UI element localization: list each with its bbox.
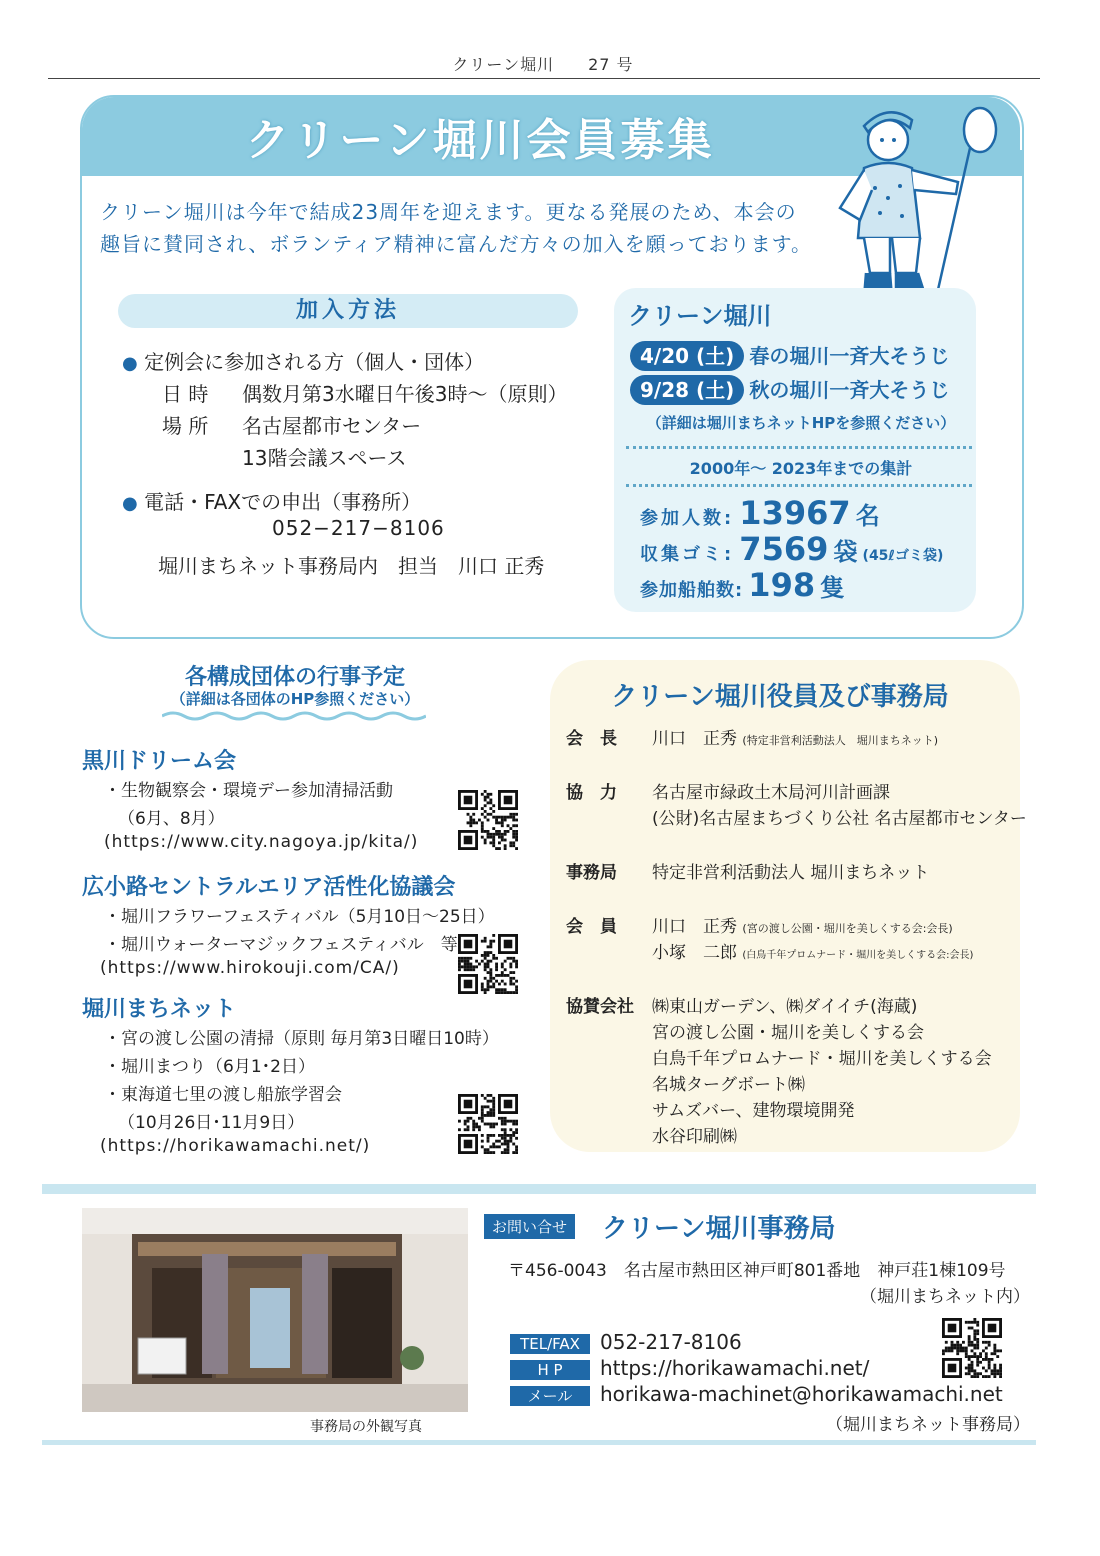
officer-name: 川口 正秀 xyxy=(652,917,737,937)
event-name: 春の堀川一斉大そうじ xyxy=(749,344,950,368)
inquiry-tag: お問い合せ xyxy=(484,1214,575,1239)
event-autumn xyxy=(630,374,949,405)
office-photo xyxy=(82,1208,468,1412)
officer-role: 協賛会社 xyxy=(566,997,634,1017)
officer-role: 会 長 xyxy=(566,729,617,749)
events-title: クリーン堀川 xyxy=(628,302,772,330)
stat-unit: 名 xyxy=(855,502,880,530)
stat-note: (45ℓゴミ袋) xyxy=(862,548,944,564)
footer-top-rule xyxy=(42,1184,1036,1194)
officer-member xyxy=(652,938,973,963)
join-item-label: 電話・FAXでの申出（事務所） xyxy=(144,490,422,514)
recruit-intro xyxy=(100,196,850,260)
mail-link[interactable]: horikawa-machinet@horikawamachi.net xyxy=(600,1382,1003,1406)
member-events-header: 各構成団体の行事予定 xyxy=(184,665,405,690)
org-hirokoji-url[interactable]: (https://www.hirokouji.com/CA/) xyxy=(100,958,400,978)
page-header: クリーン堀川 27 号 xyxy=(452,55,634,74)
sponsor-item: サムズバー、建物環境開発 xyxy=(652,1101,855,1121)
office-title: クリーン堀川事務局 xyxy=(602,1214,836,1244)
org-hirokoji-item: ・堀川ウォーターマジックフェスティバル 等 xyxy=(104,935,458,955)
org-horikawa-item: ・宮の渡し公園の清掃（原則 毎月第3日曜日10時） xyxy=(104,1029,499,1049)
officer-affiliation: (特定非営利活動法人 堀川まちネット) xyxy=(742,734,938,747)
mail-note: （堀川まちネット事務局） xyxy=(826,1415,1030,1435)
intro-line: 趣旨に賛同され、ボランティア精神に富んだ方々の加入を願っております。 xyxy=(100,232,812,256)
officer-affiliation: (宮の渡し公園・堀川を美しくする会:会長) xyxy=(742,922,953,935)
org-kurokawa-item: （6月、8月） xyxy=(118,809,225,829)
officers-title: クリーン堀川役員及び事務局 xyxy=(611,682,949,712)
sponsor-item: 白鳥千年プロムナード・堀川を美しくする会 xyxy=(652,1049,992,1069)
stat-garbage xyxy=(640,530,943,568)
event-date-badge: 4/20 (土) xyxy=(630,341,744,371)
member-events-sub: （詳細は各団体のHP参照ください） xyxy=(170,690,420,708)
sponsor-item: ㈱東山ガーデン、㈱ダイイチ(海蔵) xyxy=(652,997,918,1017)
officer-member xyxy=(652,912,953,937)
wave-divider xyxy=(162,710,426,722)
stat-unit: 袋 xyxy=(833,538,858,566)
qr-code-icon[interactable] xyxy=(458,790,518,850)
officer-role: 協 力 xyxy=(566,783,617,803)
bullet-icon: ● xyxy=(122,493,138,514)
mascot-illustration xyxy=(830,98,1000,308)
org-horikawa-item: （10月26日･11月9日） xyxy=(118,1113,305,1133)
join-contact-person: 堀川まちネット事務局内 担当 川口 正秀 xyxy=(158,554,545,578)
org-horikawa-item: ・堀川まつり（6月1･2日） xyxy=(104,1057,315,1077)
officer-name: 小塚 二郎 xyxy=(652,943,737,963)
divider xyxy=(626,484,972,487)
join-phone-number: 052−217−8106 xyxy=(272,516,445,540)
join-item-phone xyxy=(122,486,421,515)
stats-period: 2000年～ 2023年までの集計 xyxy=(689,459,913,478)
footer-bottom-rule xyxy=(42,1440,1036,1445)
officer-office: 特定非営利活動法人 堀川まちネット xyxy=(652,863,930,883)
stat-label: 参加船舶数: xyxy=(640,580,744,601)
sponsor-item: 水谷印刷㈱ xyxy=(652,1127,737,1147)
tel-value[interactable]: 052-217-8106 xyxy=(600,1330,742,1354)
officer-role: 事務局 xyxy=(566,863,617,883)
join-method-header: 加入方法 xyxy=(118,294,578,328)
org-horikawa-name: 堀川まちネット xyxy=(82,997,237,1022)
officer-coop: (公財)名古屋まちづくり公社 名古屋都市センター xyxy=(652,809,1027,829)
stat-value: 7569 xyxy=(739,530,829,568)
org-hirokoji-item: ・堀川フラワーフェスティバル（5月10日～25日） xyxy=(104,907,495,927)
event-date-badge: 9/28 (土) xyxy=(630,375,744,405)
stat-label: 参加人数: xyxy=(640,508,735,529)
office-address: 〒456-0043 名古屋市熱田区神戸町801番地 神戸荘1棟109号 xyxy=(508,1261,1006,1281)
stat-boats xyxy=(640,566,844,604)
qr-code-icon[interactable] xyxy=(458,1094,518,1154)
org-kurokawa-url[interactable]: (https://www.city.nagoya.jp/kita/) xyxy=(104,832,419,852)
stat-participants xyxy=(640,494,880,532)
event-spring xyxy=(630,340,949,371)
stat-value: 198 xyxy=(748,566,816,604)
officer-name: 川口 正秀 xyxy=(652,729,737,749)
mail-label: メール xyxy=(510,1386,590,1406)
hp-link[interactable]: https://horikawamachi.net/ xyxy=(600,1356,870,1380)
org-hirokoji-name: 広小路セントラルエリア活性化協議会 xyxy=(82,875,456,900)
officer-chair-name xyxy=(652,724,938,749)
org-kurokawa-item: ・生物観察会・環境デー参加清掃活動 xyxy=(104,781,393,801)
sponsor-item: 宮の渡し公園・堀川を美しくする会 xyxy=(652,1023,924,1043)
officer-affiliation: (白鳥千年プロムナード・堀川を美しくする会:会長) xyxy=(742,950,974,961)
join-item-label: 定例会に参加される方（個人・団体） xyxy=(144,350,485,374)
officer-role: 会 員 xyxy=(566,917,617,937)
stat-unit: 隻 xyxy=(820,574,845,602)
header-rule xyxy=(48,78,1040,79)
events-note: （詳細は堀川まちネットHPを参照ください） xyxy=(646,414,956,432)
join-place-label: 場 所 xyxy=(162,414,209,438)
sponsor-item: 名城ターグボート㈱ xyxy=(652,1075,805,1095)
stat-value: 13967 xyxy=(739,494,851,532)
join-place-value: 名古屋都市センター xyxy=(242,414,422,438)
officer-coop: 名古屋市緑政土木局河川計画課 xyxy=(652,783,890,803)
join-item-regular xyxy=(122,346,484,375)
event-name: 秋の堀川一斉大そうじ xyxy=(749,378,950,402)
stat-label: 収集ゴミ: xyxy=(640,544,735,565)
bullet-icon: ● xyxy=(122,353,138,374)
org-horikawa-url[interactable]: (https://horikawamachi.net/) xyxy=(100,1136,371,1156)
office-address-note: （堀川まちネット内） xyxy=(860,1287,1030,1307)
join-date-label: 日 時 xyxy=(162,382,209,406)
org-horikawa-item: ・東海道七里の渡し船旅学習会 xyxy=(104,1085,342,1105)
page-title: クリーン堀川会員募集 xyxy=(245,115,715,166)
divider xyxy=(626,446,972,449)
intro-line: クリーン堀川は今年で結成23周年を迎えます。更なる発展のため、本会の xyxy=(100,200,797,224)
join-place-room: 13階会議スペース xyxy=(242,446,407,470)
hp-label: H P xyxy=(510,1360,590,1380)
join-date-value: 偶数月第3水曜日午後3時～（原則） xyxy=(242,382,568,406)
tel-label: TEL/FAX xyxy=(510,1334,590,1354)
qr-code-icon[interactable] xyxy=(458,934,518,994)
org-kurokawa-name: 黒川ドリーム会 xyxy=(82,749,237,774)
qr-code-icon[interactable] xyxy=(942,1318,1002,1378)
photo-caption: 事務局の外観写真 xyxy=(310,1419,422,1435)
